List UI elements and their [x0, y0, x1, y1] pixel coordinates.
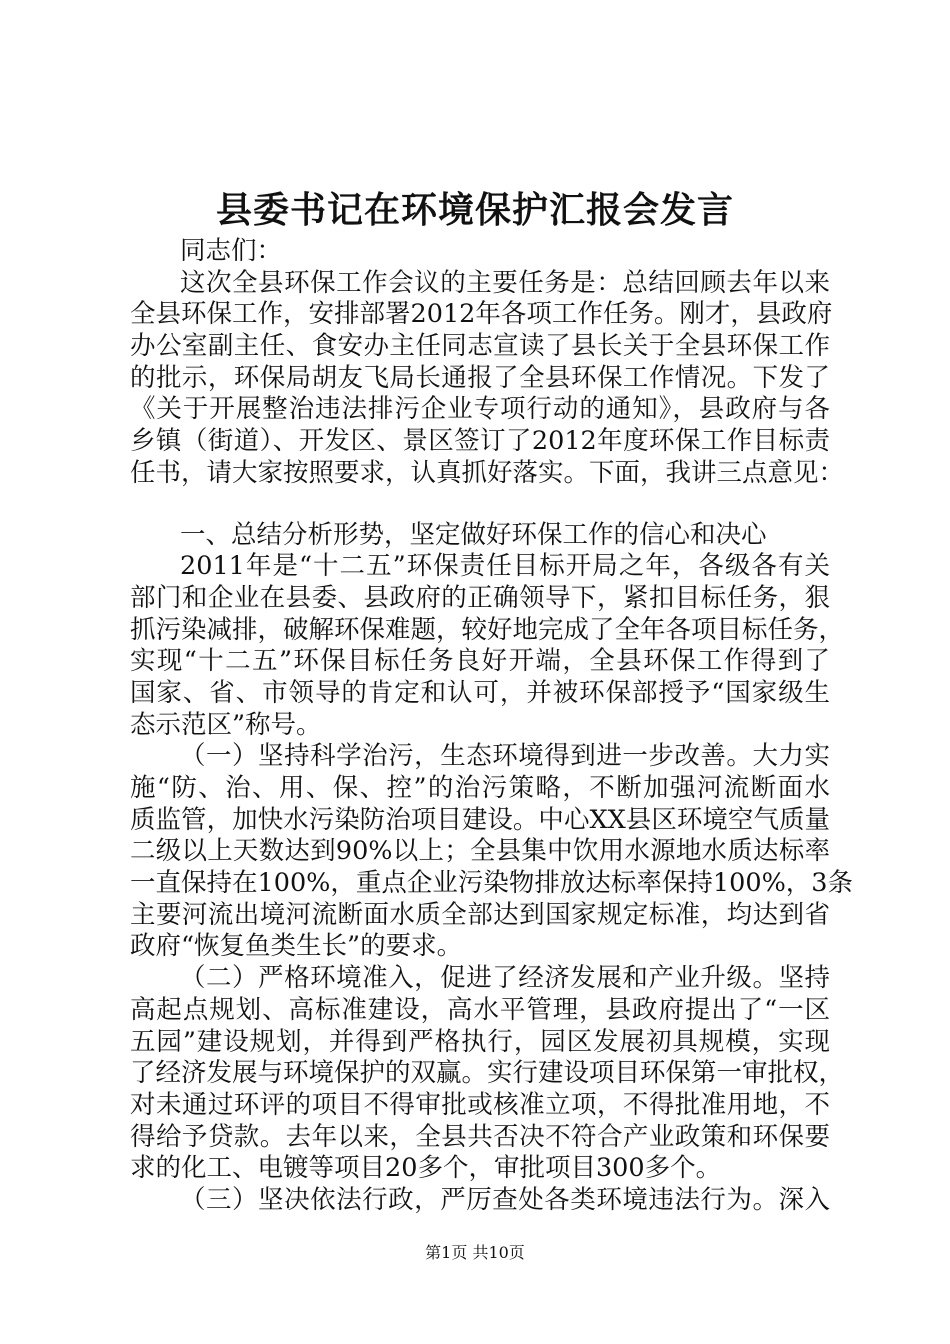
- salutation: 同志们：: [180, 236, 283, 266]
- text-line: 这次全县环保工作会议的主要任务是：总结回顾去年以来: [180, 267, 830, 298]
- text-line: 部门和企业在县委、县政府的正确领导下，紧扣目标任务，狠: [130, 582, 830, 613]
- text-line: 《关于开展整治违法排污企业专项行动的通知》，县政府与各: [130, 394, 830, 425]
- subsection-paragraph: [130, 741, 854, 963]
- document-title: 县委书记在环境保护汇报会发言: [215, 189, 734, 231]
- text-line: 2011年是“十二五”环保责任目标开局之年，各级各有关: [180, 551, 830, 582]
- subsection-paragraph: [130, 963, 845, 1185]
- text-line: 了经济发展与环境保护的双赢。实行建设项目环保第一审批权，: [130, 1058, 845, 1089]
- text-line: 全县环保工作，安排部署2012年各项工作任务。刚才，县政府: [130, 299, 833, 330]
- text-line: 政府“恢复鱼类生长”的要求。: [130, 931, 463, 962]
- text-line: 的批示，环保局胡友飞局长通报了全县环保工作情况。下发了: [130, 362, 830, 393]
- section-paragraph: [130, 551, 845, 741]
- text-line: 高起点规划、高标准建设，高水平管理，县政府提出了“一区: [130, 994, 830, 1025]
- text-line: 主要河流出境河流断面水质全部达到国家规定标准，均达到省: [130, 899, 830, 930]
- text-line: 得给予贷款。去年以来，全县共否决不符合产业政策和环保要: [130, 1121, 830, 1152]
- text-line: 办公室副主任、食安办主任同志宣读了县长关于全县环保工作: [130, 331, 830, 362]
- text-line: 乡镇（街道）、开发区、景区签订了2012年度环保工作目标责: [130, 426, 830, 457]
- text-line: （二）严格环境准入，促进了经济发展和产业升级。坚持: [180, 963, 830, 994]
- text-line: 五园”建设规划，并得到严格执行，园区发展初具规模，实现: [130, 1026, 830, 1057]
- text-line: （一）坚持科学治污，生态环境得到进一步改善。大力实: [180, 741, 830, 772]
- text-line: 任书，请大家按照要求，认真抓好落实。下面，我讲三点意见：: [130, 457, 845, 488]
- document-body: [130, 236, 854, 1217]
- text-line: 抓污染减排，破解环保难题，较好地完成了全年各项目标任务，: [130, 614, 845, 645]
- text-line: 对未通过环评的项目不得审批或核准立项，不得批准用地，不: [130, 1089, 830, 1120]
- page-number: 第1页 共10页: [425, 1243, 525, 1262]
- intro-paragraph: [130, 267, 845, 490]
- text-line: 施“防、治、用、保、控”的治污策略，不断加强河流断面水: [130, 773, 830, 803]
- text-line: 二级以上天数达到90%以上；全县集中饮用水源地水质达标率: [130, 836, 830, 867]
- text-line: 求的化工、电镀等项目20多个，审批项目300多个。: [130, 1153, 722, 1184]
- text-line: 一直保持在100%，重点企业污染物排放达标率保持100%，3条: [130, 868, 854, 899]
- text-line: 态示范区”称号。: [130, 709, 322, 740]
- text-line: 实现“十二五”环保目标任务良好开端，全县环保工作得到了: [130, 646, 830, 677]
- section-heading: 一、总结分析形势，坚定做好环保工作的信心和决心: [180, 519, 767, 550]
- text-line: 国家、省、市领导的肯定和认可，并被环保部授予“国家级生: [130, 677, 830, 708]
- text-line: （三）坚决依法行政，严厉查处各类环境违法行为。深入: [180, 1184, 830, 1215]
- text-line: 质监管，加快水污染防治项目建设。中心XX县区环境空气质量: [130, 804, 830, 835]
